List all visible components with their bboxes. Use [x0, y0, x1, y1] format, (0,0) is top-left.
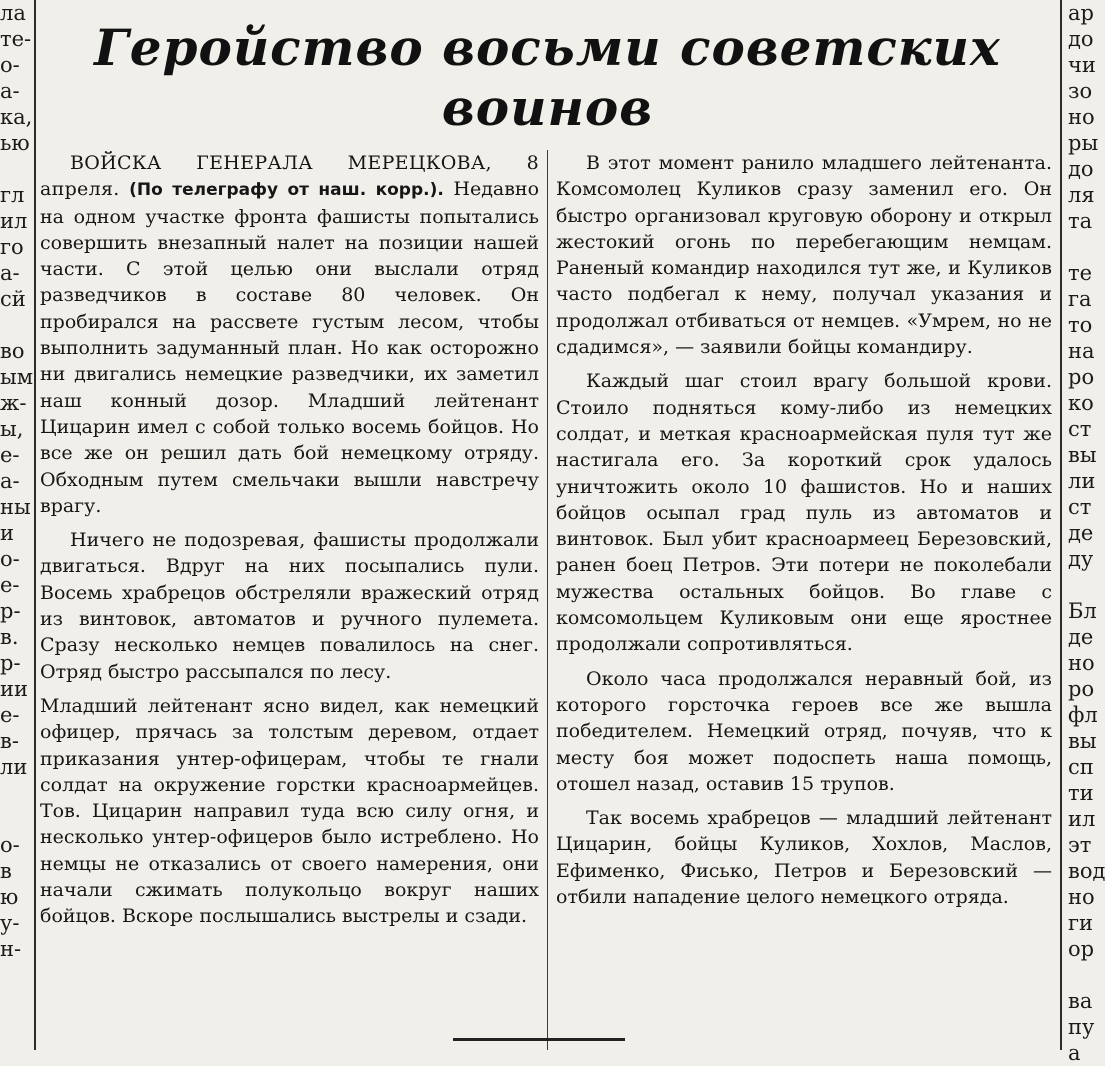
- article-column-2: [556, 150, 1052, 910]
- headline-line-1: Геройство восьми советских: [94, 18, 1001, 77]
- paragraph-1: Недавно на одном участке фронта фашисты попытались совершить внезапный налет на позиции нашей части. С этой целью они выслали отряд разведчиков в составе 80 человек. Он пробирался на рассвете густым лесом, чтобы выполнить задуманный план. Но как осторожно ни двигались немецкие разведчики, их заметил наш конный дозор. Младший лейтенант Цицарин имел с собой только восемь бойцов. Но все же он решил дать бой немецкому отряду. Обходным путем смельчаки вышли навстречу врагу.: [40, 178, 540, 517]
- column-rule-left: [34, 0, 36, 1050]
- paragraph-6: Около часа продолжался неравный бой, из которого горсточка героев все же вышла победителем. Немецкий отряд, почуяв, что к месту боя может подоспеть наша помощь, отошел назад, оставив 15 трупов.: [556, 667, 1052, 795]
- article-column-1: [40, 150, 539, 930]
- lead-paragraph: [40, 150, 539, 519]
- paragraph-2: Ничего не подозревая, фашисты продолжали двигаться. Вдруг на них посыпались пули. Восемь храбрецов обстреляли вражеский отряд из винтовок, автоматов и ручного пулемета. Сразу несколько немцев повалилось на снег. Отряд быстро рассыпался по лесу.: [40, 529, 539, 683]
- paragraph-7: Так восемь храбрецов — младший лейтенант Цицарин, бойцы Куликов, Хохлов, Маслов, Ефименко, Фисько, Петров и Березовский — отбили нападение целого немецкого отряда.: [556, 807, 1052, 909]
- headline-line-2: воинов: [441, 78, 654, 137]
- headline: [40, 18, 1055, 138]
- adjacent-article-left-fragment: ла те- о- а- ка, ью гл ил го а- сй во ым ж- ы, е- а- ны и о- е- р- в. р- ии е- в- ли о- в ю у- н-: [0, 1, 34, 961]
- paragraph-5: Каждый шаг стоил врагу большой крови. Стоило подняться кому-либо из немецких солдат, и меткая красноармейская пуля тут же настигала его. За короткий срок удалось уничтожить около 10 фашистов. Но и наших бойцов осыпал град пуль из автоматов и винтовок. Был убит красноармеец Березовский, ранен боец Петров. Эти потери не поколебали мужества остальных бойцов. Во главе с комсомольцем Куликовым они еще яростнее продолжали сопротивляться.: [556, 370, 1052, 656]
- column-rule-right: [1060, 0, 1062, 1050]
- dateline: ВОЙСКА ГЕНЕРАЛА МЕРЕЦКОВА, 8 апреля.: [40, 152, 539, 201]
- byline: (По телеграфу от наш. корр.).: [129, 180, 444, 201]
- column-rule-middle: [547, 150, 548, 1050]
- adjacent-article-right-fragment: ар до чи зо но ры до ля та те га то на ро ко ст вы ли ст де ду Бл де но ро фл вы сп ти ил эт вод но ги ор ва пу а: [1068, 1, 1105, 1065]
- article-end-rule: [453, 1038, 625, 1041]
- paragraph-4: В этот момент ранило младшего лейтенанта. Комсомолец Куликов сразу заменил его. Он быстро организовал круговую оборону и открыл жестокий огонь по перебегающим немцам. Раненый командир находился тут же, и Куликов часто подбегал к нему, получал указания и продолжал отбиваться от немцев. «Умрем, но не сдадимся», — заявили бойцы командиру.: [556, 152, 1052, 359]
- paragraph-3: Младший лейтенант ясно видел, как немецкий офицер, прячась за толстым деревом, отдает приказания унтер-офицерам, чтобы те гнали солдат на окружение горстки красноармейцев. Тов. Цицарин направил туда всю силу огня, и несколько унтер-офицеров было истреблено. Но немцы не отказались от своего намерения, они начали сжимать полукольцо вокруг наших бойцов. Вскоре послышались выстрелы и сзади.: [40, 694, 539, 928]
